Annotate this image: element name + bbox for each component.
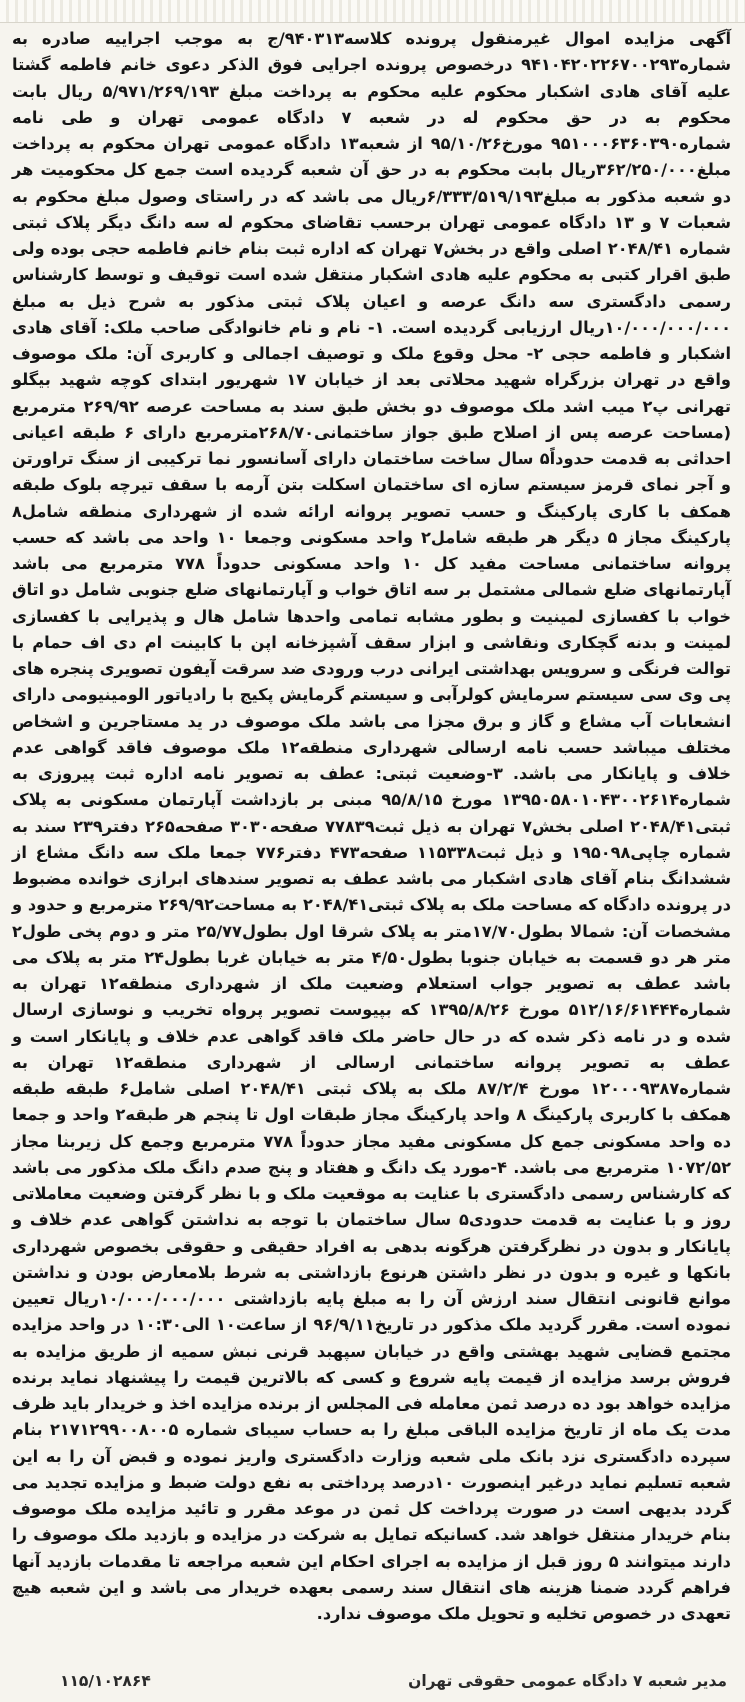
notice-reference-number: ۱۱۵/۱۰۲۸۶۴	[60, 1672, 151, 1690]
issuer-signature: مدیر شعبه ۷ دادگاه عمومی حقوقی تهران	[408, 1672, 727, 1690]
torn-top-edge	[0, 0, 745, 23]
notice-paragraph: آگهی مزایده اموال غیرمنقول پرونده کلاسه۹۴۰۳۱۳/ج به موجب اجراییه صادره به شماره۹۴۱۰۴۲۰۲۲۶۷۰۰۲۹۳ درخصوص پرونده اجرایی فوق الذکر دعوی خانم فاطمه گشتا علیه آقای هادی اشکبار محکوم علیه محکوم به پرداخت مبلغ ۵/۹۷۱/۲۶۹/۱۹۳ ریال بابت محکوم به در حق محکوم له در شعبه ۷ دادگاه عمومی تهران و طی نامه شماره۹۵۱۰۰۰۶۳۶۰۳۹۰ مورخ۹۵/۱۰/۲۶ از شعبه۱۳ دادگاه عمومی تهران محکوم به پرداخت مبلغ۳۶۲/۲۵۰/۰۰۰ریال بابت محکوم به در حق آن شعبه گردیده است جمع کل محکومیت هر دو شعبه مذکور به مبلغ۶/۳۳۳/۵۱۹/۱۹۳ریال می باشد که در راستای وصول مبلغ محکوم به شعبات ۷ و ۱۳ دادگاه عمومی تهران برحسب تقاضای محکوم له سه دانگ دیگر پلاک ثبتی شماره ۲۰۴۸/۴۱ اصلی واقع در بخش۷ تهران که اداره ثبت بنام خانم فاطمه حجی بوده ولی طبق اقرار کتبی به محکوم علیه هادی اشکبار منتقل شده است توقیف و توسط کارشناس رسمی دادگستری سه دانگ عرصه و اعیان پلاک ثبتی مذکور به شرح ذیل به مبلغ ۱۰/۰۰۰/۰۰۰/۰۰۰ریال ارزیابی گردیده است. ۱- نام و نام خانوادگی صاحب ملک: آقای هادی اشکبار و فاطمه حجی ۲- محل وقوع ملک و توصیف اجمالی و کاربری آن: ملک موصوف واقع در تهران بزرگراه شهید محلاتی بعد از خیابان ۱۷ شهریور ابتدای کوچه شهید بیگلو تهرانی پ۲ میب اشد ملک موصوف دو بخش طبق سند به مساحت عرصه ۲۶۹/۹۲ مترمربع (مساحت عرصه پس از اصلاح طبق جواز ساختمانی۲۶۸/۷۰مترمربع دارای ۶ طبقه اعیانی احداثی به قدمت حدوداً۵ سال ساخت ساختمان دارای آسانسور نما ترکیبی از سنگ تراورتن و آجر نمای قرمز سیستم سازه ای ساختمان اسکلت بتن آرمه با سقف تیرچه بلوک طبقه همکف با کاری پارکینگ و حسب تصویر پروانه ارائه شده از شهرداری منطقه شامل۸ پارکینگ مجاز ۵ دیگر هر طبقه شامل۲ واحد مسکونی وجمعا ۱۰ واحد می باشد که حسب پروانه ساختمانی مساحت مفید کل ۱۰ واحد مسکونی حدوداً ۷۷۸ مترمربع می باشد آپارتمانهای ضلع شمالی مشتمل بر سه اتاق خواب و آپارتمانهای ضلع جنوبی شامل دو اتاق خواب با کفسازی لمینیت و بطور مشابه تمامی واحدها شامل هال و پذیرایی با کفسازی لمینت و بدنه گچکاری ونقاشی و ابزار سقف آشپزخانه اپن با کابینت ام دی اف حمام با توالت فرنگی و سرویس بهداشتی ایرانی درب ورودی ضد سرقت آیفون تصویری پنجره های پی وی سی سیستم سرمایش کولرآبی و سیستم گرمایش پکیج با رادیاتور الومینیومی دارای انشعابات آب مشاع و گاز و برق مجزا می باشد ملک موصوف در ید مستاجرین و اشخاص مختلف میباشد حسب نامه ارسالی شهرداری منطقه۱۲ ملک موصوف فاقد گواهی عدم خلاف و پایانکار می باشد. ۳-وضعیت ثبتی: عطف به تصویر نامه اداره ثبت پیروزی به شماره۱۳۹۵۰۵۸۰۱۰۴۳۰۰۲۶۱۴ مورخ ۹۵/۸/۱۵ مبنی بر بازداشت آپارتمان مسکونی به پلاک ثبتی۲۰۴۸/۴۱ اصلی بخش۷ تهران به ذیل ثبت۷۷۸۳۹ صفحه۳۰۳۰ صفحه۲۶۵ دفتر۲۳۹ سند به شماره چاپی۱۹۵۰۹۸ و ذیل ثبت۱۱۵۳۳۸ صفحه۴۷۳ دفتر۷۷۶ جمعا ملک سه دانگ مشاع از ششدانگ بنام آقای هادی اشکبار می باشد عطف به تصویر سندهای ابرازی خوانده مضبوط در پرونده دادگاه که مساحت ملک به پلاک ثبتی۲۰۴۸/۴۱ به مساحت۲۶۹/۹۲ مترمربع و حدود و مشخصات آن: شمالا بطول۱۷/۷۰متر به پلاک شرقا اول بطول۲۵/۷۷ متر و دوم پخی طول۲ متر هر دو قسمت به خیابان جنوبا بطول۴/۵۰ متر به خیابان غربا بطول۲۴ متر به پلاک می باشد عطف به تصویر جواب استعلام وضعیت ملک از شهرداری منطقه۱۲ تهران به شماره۵۱۲/۱۶/۶۱۴۴۴ مورخ ۱۳۹۵/۸/۲۶ که بپیوست تصویر پرواه تخریب و نوسازی ارسال شده و در نامه ذکر شده که در حال حاضر ملک فاقد گواهی عدم خلاف و پایانکار است و عطف به تصویر پروانه ساختمانی ارسالی از شهرداری منطقه۱۲ تهران به شماره۱۲۰۰۰۹۳۸۷ مورخ ۸۷/۲/۴ ملک به پلاک ثبتی ۲۰۴۸/۴۱ اصلی شامل۶ طبقه طبقه همکف با کاربری پارکینگ ۸ واحد پارکینگ مجاز طبقات اول تا پنجم هر طبقه۲ واحد و جمعا ده واحد مسکونی جمع کل مسکونی مفید مجاز حدوداً ۷۷۸ مترمربع وجمع کل زیربنا مجاز ۱۰۷۲/۵۲ مترمربع می باشد. ۴-مورد یک دانگ و هفتاد و پنج صدم دانگ ملک مذکور می باشد که کارشناس رسمی دادگستری با عنایت به موقعیت ملک و با نظر گرفتن وضعیت معاملاتی روز و با عنایت به قدمت حدودی۵ سال ساختمان با توجه به نداشتن گواهی عدم خلاف و پایانکار و بدون در نظرگرفتن هرگونه بدهی به افراد حقیقی و حقوقی بخصوص شهرداری بانکها و غیره و بدون در نظر داشتن هرنوع بازداشتی به شرط بلامعارض بودن و نداشتن موانع قانونی انتقال سند ارزش آن را به مبلغ پایه بازداشتی ۱۰/۰۰۰/۰۰۰/۰۰۰ریال تعیین نموده است. مقرر گردید ملک مذکور در تاریخ۹۶/۹/۱۱ از ساعت۱۰ الی۱۰:۳۰ در واحد مزایده مجتمع قضایی شهید بهشتی واقع در خیابان سپهبد قرنی نبش سمیه از طریق مزایده به فروش برسد مزایده از قیمت پایه شروع و کسی که بالاترین قیمت را پیشنهاد نماید برنده مزایده خواهد بود ده درصد ثمن معامله فی المجلس از برنده مزایده اخذ و خریدار باید ظرف مدت یک ماه از تاریخ مزایده الباقی مبلغ را به حساب سیبای شماره ۲۱۷۱۲۹۹۰۰۸۰۰۵ بنام سپرده دادگستری نزد بانک ملی شعبه وزارت دادگستری واریز نموده و قبض آن را به این شعبه تسلیم نماید درغیر اینصورت ۱۰درصد پرداختی به نفع دولت ضبط و مزایده تجدید می گردد بدیهی است در صورت پرداخت کل ثمن در موعد مقرر و تائید مزایده ملک موصوف بنام خریدار منتقل خواهد شد. کسانیکه تمایل به شرکت در مزایده و بازدید ملک موصوف را دارند میتوانند ۵ روز قبل از مزایده به اجرای احکام این شعبه مراجعه تا مقدمات بازدید آنها فراهم گردد ضمنا هزینه های انتقال سند رسمی بعهده خریدار می باشد و این شعبه هیچ تعهدی در خصوص تخلیه و تحویل ملک موصوف ندارد.	[12, 29, 732, 1623]
auction-notice-body	[12, 26, 731, 1627]
notice-footer	[60, 1672, 727, 1690]
